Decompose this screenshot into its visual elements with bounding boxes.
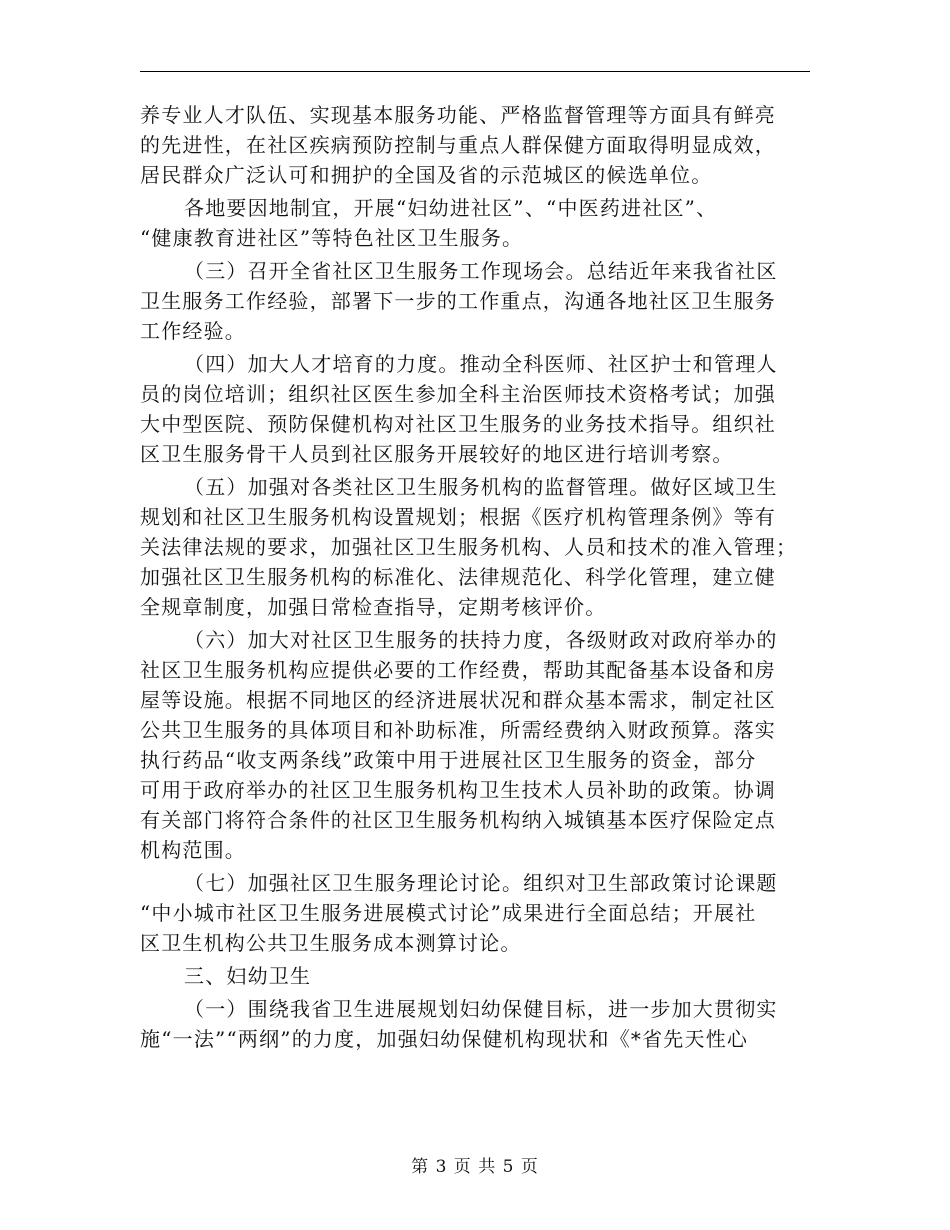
header-rule [140,71,810,72]
paragraph: （一）围绕我省卫生进展规划妇幼保健目标，进一步加大贯彻实 施“一法”“两纲”的力度，加强妇幼保健机构现状和《*省先天性心 [140,997,778,1051]
page-number-footer: 第 3 页 共 5 页 [411,1157,539,1177]
paragraph: 养专业人才队伍、实现基本服务功能、严格监督管理等方面具有鲜亮 的先进性，在社区疾病预防控制与重点人群保健方面取得明显成效， 居民群众广泛认可和拥护的全国及省的示范城区的候选单位。 [140,103,776,187]
section-heading: 三、妇幼卫生 [184,964,312,988]
paragraph: （三）召开全省社区卫生服务工作现场会。总结近年来我省社区 卫生服务工作经验，部署下一步的工作重点，沟通各地社区卫生服务 工作经验。 [140,259,778,343]
body-text [140,100,810,1057]
paragraph: （四）加大人才培育的力度。推动全科医师、社区护士和管理人 员的岗位培训；组织社区医生参加全科主治医师技术资格考试；加强 大中型医院、预防保健机构对社区卫生服务的业务技术指导。组织社 区卫生服务骨干人员到社区服务开展较好的地区进行培训考察。 [140,352,778,466]
paragraph: （七）加强社区卫生服务理论讨论。组织对卫生部政策讨论课题 “中小城市社区卫生服务进展模式讨论”成果进行全面总结；开展社 区卫生机构公共卫生服务成本测算讨论。 [140,871,778,955]
paragraph: （六）加大对社区卫生服务的扶持力度，各级财政对政府举办的 社区卫生服务机构应提供必要的工作经费，帮助其配备基本设备和房 屋等设施。根据不同地区的经济进展状况和群众基本需求，制定社区 公共卫生服务的具体项目和补助标准，所需经费纳入财政预算。落实 执行药品“收支两条线”政策中用于进展社区卫生服务的资金，部分 可用于政府举办的社区卫生服务机构卫生技术人员补助的政策。协调 有关部门将符合条件的社区卫生服务机构纳入城镇基本医疗保险定点 机构范围。 [140,628,778,862]
paragraph: 各地要因地制宜，开展“妇幼进社区”、“中医药进社区”、 “健康教育进社区”等特色社区卫生服务。 [140,196,718,250]
paragraph: （五）加强对各类社区卫生服务机构的监督管理。做好区域卫生 规划和社区卫生服务机构设置规划；根据《医疗机构管理条例》等有 关法律法规的要求，加强社区卫生服务机构、人员和技术的准入管理； 加强社区卫生服务机构的标准化、法律规范化、科学化管理，建立健 全规章制度，加强日常检查指导，定期考核评价。 [140,475,798,619]
